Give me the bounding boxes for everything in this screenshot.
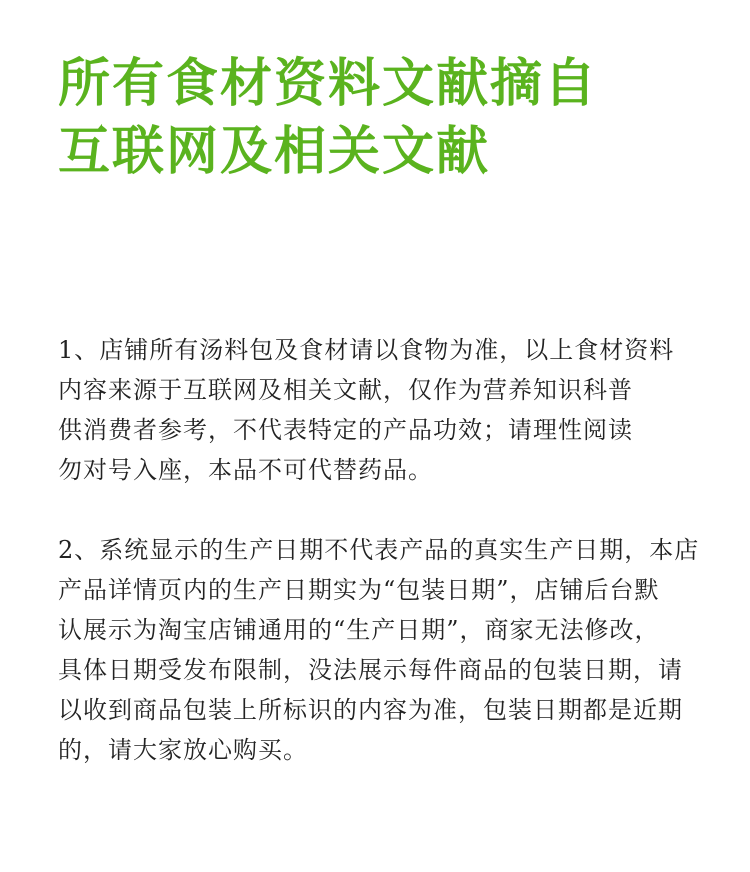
notice-paragraph-2 — [58, 530, 718, 770]
headline-line-1: 所有食材资料文献摘自 — [58, 54, 599, 114]
notice-1-line-4: 勿对号入座，本品不可代替药品。 — [58, 456, 433, 484]
notice-2-line-3: 认展示为淘宝店铺通用的“生产日期”，商家无法修改， — [58, 616, 660, 644]
notice-1-line-1: 1、店铺所有汤料包及食材请以食物为准，以上食材资料 — [58, 336, 675, 364]
notice-1-line-2: 内容来源于互联网及相关文献，仅作为营养知识科普 — [58, 376, 633, 404]
headline-line-2: 互联网及相关文献 — [58, 122, 491, 182]
notice-2-line-1: 2、系统显示的生产日期不代表产品的真实生产日期，本店 — [58, 536, 700, 564]
notice-2-line-2: 产品详情页内的生产日期实为“包装日期”，店铺后台默 — [58, 576, 660, 604]
notice-paragraph-1 — [58, 330, 718, 490]
notice-1-line-3: 供消费者参考，不代表特定的产品功效；请理性阅读 — [58, 416, 633, 444]
notice-2-line-6: 的，请大家放心购买。 — [58, 736, 308, 764]
page-headline — [58, 50, 598, 186]
notice-2-line-5: 以收到商品包装上所标识的内容为准，包装日期都是近期 — [58, 696, 683, 724]
notice-2-line-4: 具体日期受发布限制，没法展示每件商品的包装日期，请 — [58, 656, 683, 684]
